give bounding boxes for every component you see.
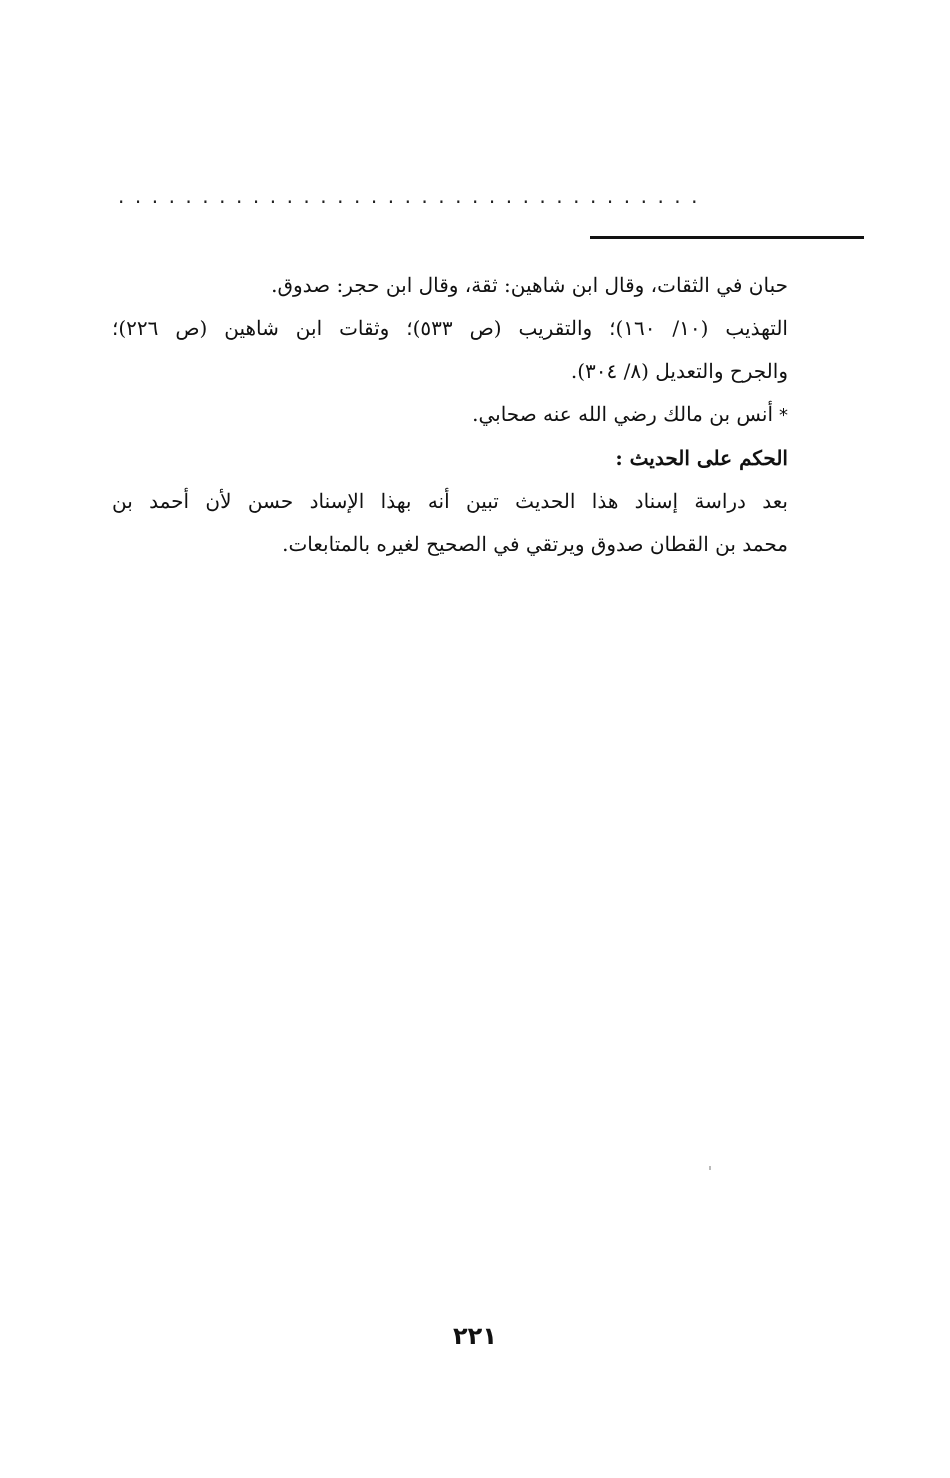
footnote-line: والجرح والتعديل (٨/ ٣٠٤). xyxy=(570,359,788,383)
narrator-text: أنس بن مالك رضي الله عنه صحابي. xyxy=(472,402,773,426)
ruling-heading: الحكم على الحديث : xyxy=(615,446,788,470)
page-number: ٢٢١ xyxy=(453,1322,497,1350)
footnote-line: حبان في الثقات، وقال ابن شاهين: ثقة، وقال ابن حجر: صدوق. xyxy=(271,273,788,297)
scan-speck xyxy=(709,1166,711,1170)
ruling-line: محمد بن القطان صدوق ويرتقي في الصحيح لغيره بالمتابعات. xyxy=(282,532,788,556)
text-body xyxy=(112,264,788,566)
dotted-separator: ................................... xyxy=(118,186,709,206)
footnote-rule xyxy=(590,236,864,239)
ruling-line: بعد دراسة إسناد هذا الحديث تبين أنه بهذا الإسناد حسن لأن أحمد بن xyxy=(112,489,788,513)
footnote-line: التهذيب (١٠/ ١٦٠)؛ والتقريب (ص ٥٣٣)؛ وثقات ابن شاهين (ص ٢٢٦)؛ xyxy=(112,316,788,340)
narrator-line xyxy=(112,393,788,437)
star-marker-icon: * xyxy=(779,405,788,426)
